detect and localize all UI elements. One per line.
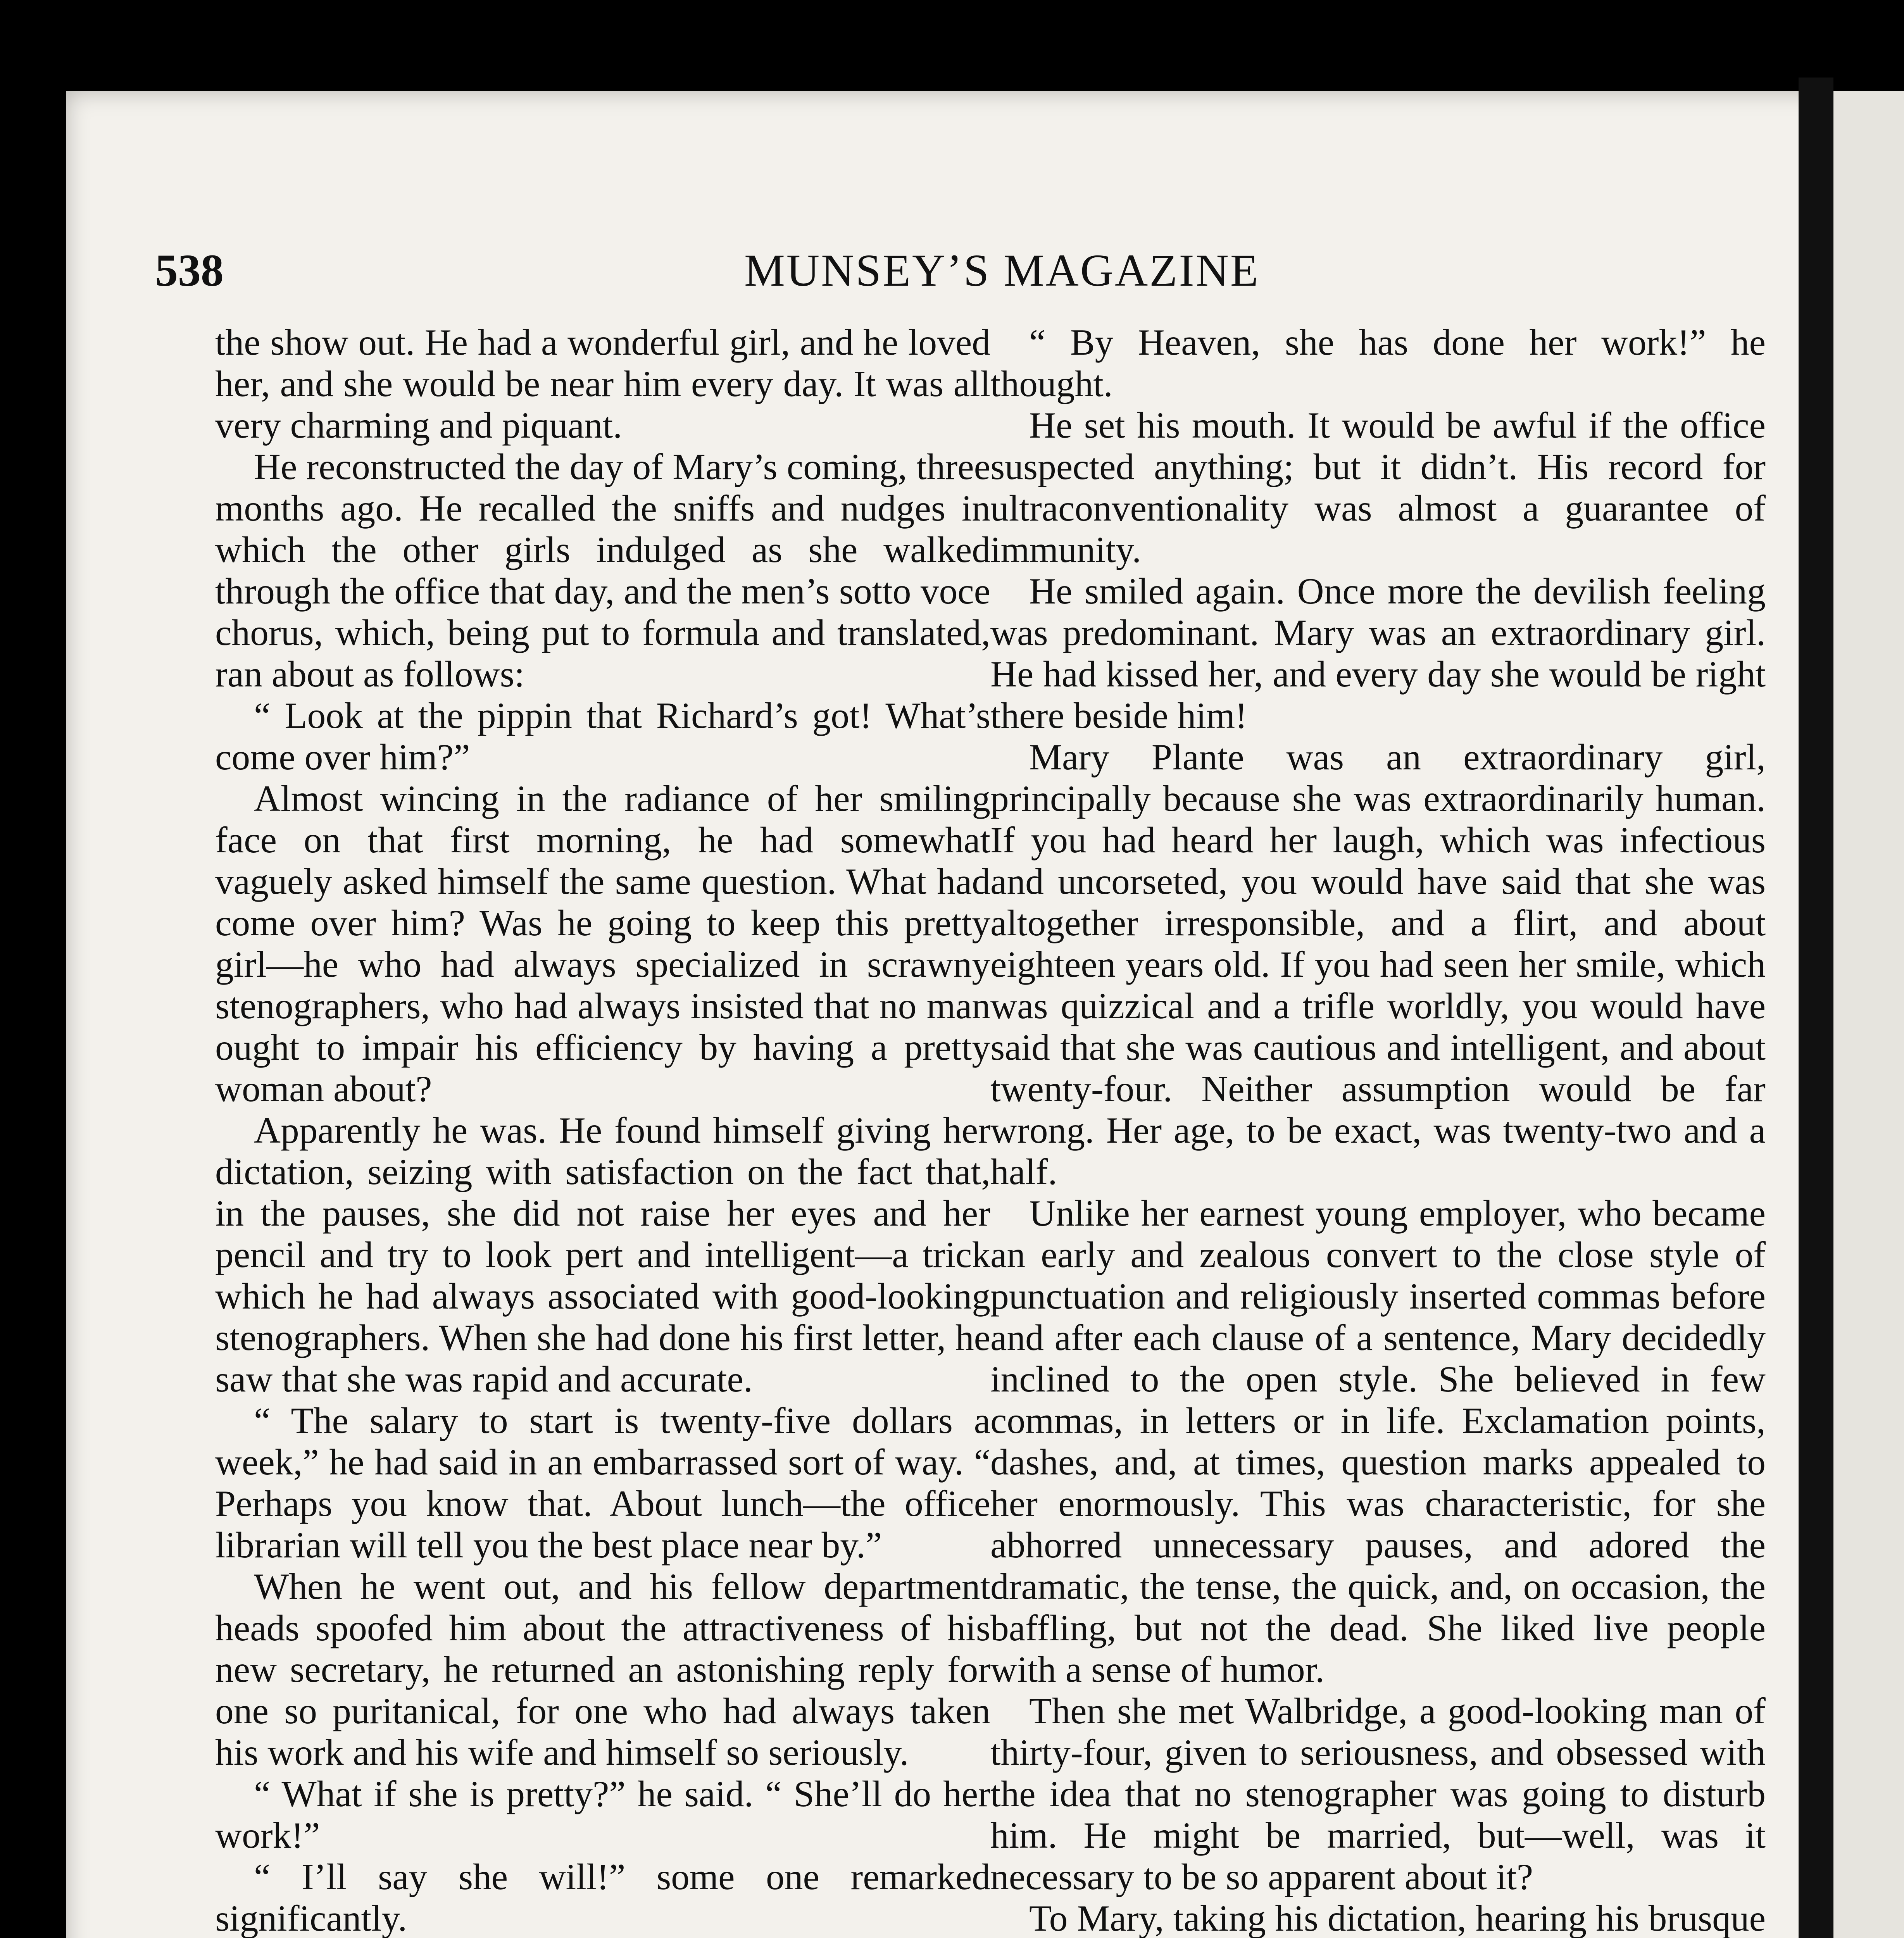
magazine-title: MUNSEY’S MAGAZINE <box>744 245 1260 296</box>
paragraph: “ What if she is pretty?” he said. “ She’ll do her work!” <box>215 1773 990 1856</box>
paragraph: Almost wincing in the radiance of her smiling face on that first morning, he had somewhat vaguely asked himself the same question. What had come over him? Was he going to keep this pretty girl—he who had always specialized in scrawny stenographers, who had always insisted that no man ought to impair his efficiency by having a pretty woman about? <box>215 778 990 1109</box>
paragraph: When he went out, and his fellow department heads spoofed him about the attractiveness of his new secretary, he returned an astonishing reply for one so puritanical, for one who had always taken his work and his wife and himself so seriously. <box>215 1566 990 1773</box>
facing-page-edge <box>1833 91 1904 1938</box>
paragraph: He set his mouth. It would be awful if the office suspected anything; but it didn’t. His record for ultraconventionality was almost a guarantee of immunity. <box>990 405 1766 570</box>
paragraph: “ Look at the pippin that Richard’s got! What’s come over him?” <box>215 695 990 778</box>
running-header <box>155 163 1706 296</box>
paragraph: He smiled again. Once more the devilish feeling was predominant. Mary was an extraordinary girl. He had kissed her, and every day she would be right there beside him! <box>990 571 1766 736</box>
paragraph: He reconstructed the day of Mary’s coming, three months ago. He recalled the sniffs and nudges in which the other girls indulged as she walked through the office that day, and the men’s sotto voce chorus, which, being put to formula and translated, ran about as follows: <box>215 446 990 695</box>
paragraph: “ I’ll say she will!” some one remarked significantly. <box>215 1856 990 1938</box>
paragraph: the show out. He had a wonderful girl, and he loved her, and she would be near him every day. It was all very charming and piquant. <box>215 322 990 446</box>
paragraph: Unlike her earnest young employer, who became an early and zealous convert to the close style of punctuation and religiously inserted commas before and after each clause of a sentence, Mary decidedly inclined to the open style. She believed in few commas, in letters or in life. Exclamation points, dashes, and, at times, question marks appealed to her enormously. This was characteristic, for she abhorred unnecessary pauses, and adored the dramatic, the tense, the quick, and, on occasion, the baffling, but not the dead. She liked live people with a sense of humor. <box>990 1193 1766 1690</box>
paragraph: To Mary, taking his dictation, hearing his brusque <box>1029 1898 1766 1938</box>
paragraph: “ The salary to start is twenty-five dollars a week,” he had said in an embarrassed sort of way. “ Perhaps you know that. About lunch—the office librarian will tell you the best place near by.” <box>215 1400 990 1566</box>
page-number: 538 <box>155 245 224 296</box>
paragraph: Mary Plante was an extraordinary girl, principally because she was extraordinarily human. If you had heard her laugh, which was infectious and uncorseted, you would have said that she was altogether irresponsible, and a flirt, and about eighteen years old. If you had seen her smile, which was quizzical and a trifle worldly, you would have said that she was cautious and intelligent, and about twenty-four. Neither assumption would be far wrong. Her age, to be exact, was twenty-two and a half. <box>990 736 1766 1192</box>
paragraph: Then she met Walbridge, a good-looking man of thirty-four, given to seriousness, and obsessed with the idea that no stenographer was going to disturb him. He might be married, but—well, was it necessary to be so apparent about it? <box>990 1690 1766 1897</box>
right-column <box>990 322 1766 1938</box>
book-gutter <box>1799 78 1833 1938</box>
paragraph: “ By Heaven, she has done her work!” he thought. <box>990 322 1766 404</box>
left-column <box>215 322 990 1938</box>
paragraph: Apparently he was. He found himself giving her dictation, seizing with satisfaction on the fact that, in the pauses, she did not raise her eyes and her pencil and try to look pert and intelligent—a trick which he had always associated with good-looking stenographers. When she had done his first letter, he saw that she was rapid and accurate. <box>215 1110 990 1400</box>
